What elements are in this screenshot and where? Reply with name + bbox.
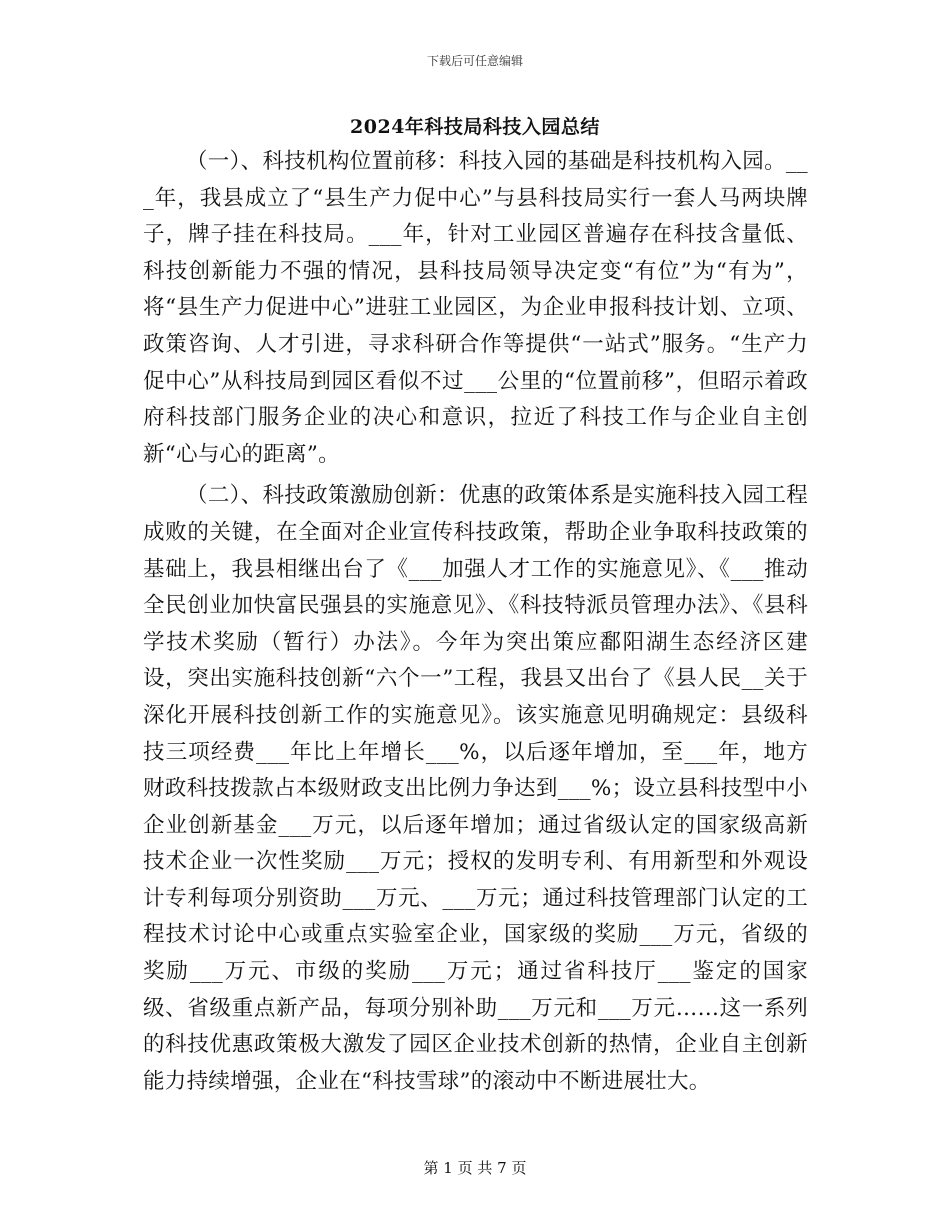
paragraph-2: （二）、科技政策激励创新：优惠的政策体系是实施科技入园工程成败的关键，在全面对企业宣传科技政策，帮助企业争取科技政策的基础上，我县相继出台了《___加强人才工作的实施意见》、《___推动全民创业加快富民强县的实施意见》、《科技特派员管理办法》、《县科学技术奖励（暂行）办法》。今年为突出策应鄱阳湖生态经济区建设，突出实施科技创新“六个一”工程，我县又出台了《县人民__关于深化开展科技创新工作的实施意见》。该实施意见明确规定：县级科技三项经费___年比上年增长___%，以后逐年增加，至___年，地方财政科技拨款占本级财政支出比例力争达到___%；设立县科技型中小企业创新基金___万元，以后逐年增加；通过省级认定的国家级高新技术企业一次性奖励___万元；授权的发明专利、有用新型和外观设计专利每项分别资助___万元、___万元；通过科技管理部门认定的工程技术讨论中心或重点实验室企业，国家级的奖励___万元，省级的奖励___万元、市级的奖励___万元；通过省科技厅___鉴定的国家级、省级重点新产品，每项分别补助___万元和___万元……这一系列的科技优惠政策极大激发了园区企业技术创新的热情，企业自主创新能力持续增强，企业在“科技雪球”的滚动中不断进展壮大。	[143, 483, 808, 1094]
document-title: 2024年科技局科技入园总结	[350, 116, 600, 138]
page-footer: 第 1 页 共 7 页	[423, 1159, 527, 1177]
document-body	[143, 144, 808, 1100]
paragraph-1: （一）、科技机构位置前移：科技入园的基础是科技机构入园。___年，我县成立了“县生产力促中心”与县科技局实行一套人马两块牌子，牌子挂在科技局。___年，针对工业园区普遍存在科技含量低、科技创新能力不强的情况，县科技局领导决定变“有位”为“有为”，将“县生产力促进中心”进驻工业园区，为企业申报科技计划、立项、政策咨询、人才引进，寻求科研合作等提供“一站式”服务。“生产力促中心”从科技局到园区看似不过___公里的“位置前移”，但昭示着政府科技部门服务企业的决心和意识，拉近了科技工作与企业自主创新“心与心的距离”。	[143, 149, 808, 467]
header-note: 下载后可任意编辑	[426, 54, 523, 68]
